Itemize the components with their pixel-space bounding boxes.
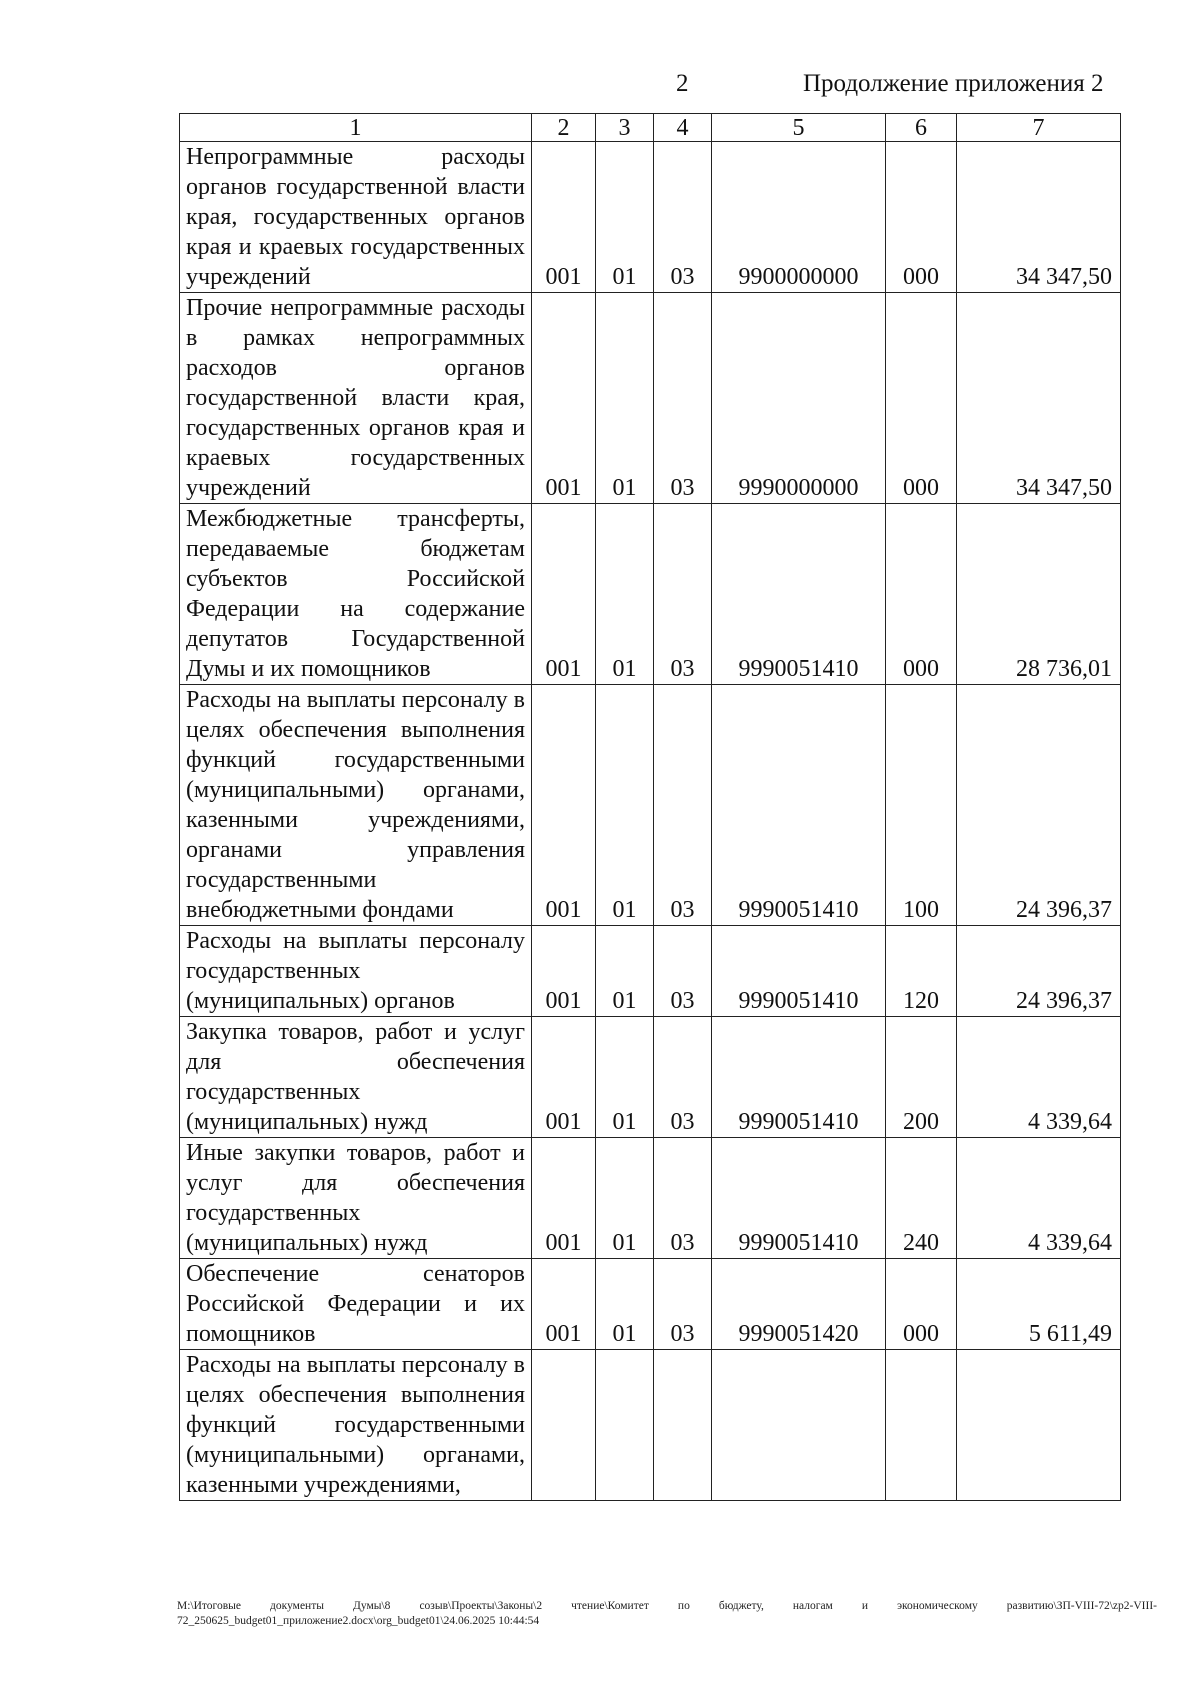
cell-amount: 4 339,64 (957, 1138, 1121, 1259)
budget-table (179, 113, 1121, 1501)
cell-target-article: 9990051410 (712, 504, 886, 685)
cell-amount: 24 396,37 (957, 926, 1121, 1017)
cell-subsection (654, 1350, 712, 1501)
cell-expense-type: 000 (886, 1259, 957, 1350)
cell-expense-type: 100 (886, 685, 957, 926)
cell-amount: 24 396,37 (957, 685, 1121, 926)
cell-target-article: 9990051420 (712, 1259, 886, 1350)
cell-section: 01 (596, 685, 654, 926)
cell-target-article: 9990051410 (712, 926, 886, 1017)
cell-amount: 28 736,01 (957, 504, 1121, 685)
cell-subsection: 03 (654, 293, 712, 504)
column-header: 6 (886, 114, 957, 142)
cell-subsection: 03 (654, 926, 712, 1017)
table-row (180, 685, 1121, 926)
cell-target-article: 9990051410 (712, 1138, 886, 1259)
cell-subsection: 03 (654, 685, 712, 926)
cell-target-article (712, 1350, 886, 1501)
table-row (180, 1138, 1121, 1259)
cell-amount (957, 1350, 1121, 1501)
row-name: Расходы на выплаты персоналу государственных (муниципальных) органов (180, 926, 532, 1017)
cell-gov-code: 001 (532, 685, 596, 926)
cell-section (596, 1350, 654, 1501)
cell-gov-code: 001 (532, 1017, 596, 1138)
table-row (180, 293, 1121, 504)
table-row (180, 1350, 1121, 1501)
cell-section: 01 (596, 926, 654, 1017)
table-header-row (180, 114, 1121, 142)
cell-target-article: 9990051410 (712, 1017, 886, 1138)
cell-expense-type: 200 (886, 1017, 957, 1138)
cell-amount: 4 339,64 (957, 1017, 1121, 1138)
row-name: Прочие непрограммные расходы в рамках непрограммных расходов органов государственной власти края, государственных органов края и краевых государственных учреждений (180, 293, 532, 504)
row-name: Обеспечение сенаторов Российской Федерации и их помощников (180, 1259, 532, 1350)
cell-gov-code (532, 1350, 596, 1501)
column-header: 4 (654, 114, 712, 142)
file-path-footer: M:\Итоговые документы Думы\8 созыв\Проекты\Законы\2 чтение\Комитет по бюджету, налогам и экономическому развитию\ЗП-VIII-72\zp2-VIII-72_250625_budget01_приложение2.docx\org_budget01\24.06.2025 10:44:54 (177, 1600, 1157, 1627)
cell-gov-code: 001 (532, 142, 596, 293)
cell-gov-code: 001 (532, 293, 596, 504)
cell-target-article: 9990000000 (712, 293, 886, 504)
cell-section: 01 (596, 293, 654, 504)
cell-gov-code: 001 (532, 1259, 596, 1350)
column-header: 5 (712, 114, 886, 142)
row-name: Непрограммные расходы органов государственной власти края, государственных органов края и краевых государственных учреждений (180, 142, 532, 293)
continuation-title: Продолжение приложения 2 (803, 70, 1104, 97)
table-row (180, 1259, 1121, 1350)
row-name: Расходы на выплаты персоналу в целях обеспечения выполнения функций государственными (муниципальными) органами, казенными учреждениями, (180, 1350, 532, 1501)
cell-amount: 5 611,49 (957, 1259, 1121, 1350)
cell-subsection: 03 (654, 142, 712, 293)
cell-subsection: 03 (654, 1138, 712, 1259)
cell-section: 01 (596, 1138, 654, 1259)
cell-gov-code: 001 (532, 926, 596, 1017)
page-number: 2 (676, 70, 689, 97)
cell-target-article: 9900000000 (712, 142, 886, 293)
cell-gov-code: 001 (532, 504, 596, 685)
table-row (180, 926, 1121, 1017)
cell-target-article: 9990051410 (712, 685, 886, 926)
column-header: 1 (180, 114, 532, 142)
cell-expense-type: 000 (886, 142, 957, 293)
table-row (180, 1017, 1121, 1138)
cell-amount: 34 347,50 (957, 142, 1121, 293)
cell-expense-type (886, 1350, 957, 1501)
cell-expense-type: 000 (886, 293, 957, 504)
cell-section: 01 (596, 1259, 654, 1350)
cell-expense-type: 120 (886, 926, 957, 1017)
column-header: 7 (957, 114, 1121, 142)
table-row (180, 142, 1121, 293)
cell-amount: 34 347,50 (957, 293, 1121, 504)
cell-subsection: 03 (654, 1017, 712, 1138)
cell-section: 01 (596, 504, 654, 685)
cell-section: 01 (596, 1017, 654, 1138)
cell-section: 01 (596, 142, 654, 293)
row-name: Закупка товаров, работ и услуг для обеспечения государственных (муниципальных) нужд (180, 1017, 532, 1138)
cell-subsection: 03 (654, 504, 712, 685)
column-header: 2 (532, 114, 596, 142)
cell-expense-type: 240 (886, 1138, 957, 1259)
cell-subsection: 03 (654, 1259, 712, 1350)
column-header: 3 (596, 114, 654, 142)
cell-gov-code: 001 (532, 1138, 596, 1259)
cell-expense-type: 000 (886, 504, 957, 685)
row-name: Иные закупки товаров, работ и услуг для обеспечения государственных (муниципальных) нужд (180, 1138, 532, 1259)
table-row (180, 504, 1121, 685)
row-name: Расходы на выплаты персоналу в целях обеспечения выполнения функций государственными (муниципальными) органами, казенными учреждениями, органами управления государственными внебюджетными фондами (180, 685, 532, 926)
row-name: Межбюджетные трансферты, передаваемые бюджетам субъектов Российской Федерации на содержание депутатов Государственной Думы и их помощников (180, 504, 532, 685)
